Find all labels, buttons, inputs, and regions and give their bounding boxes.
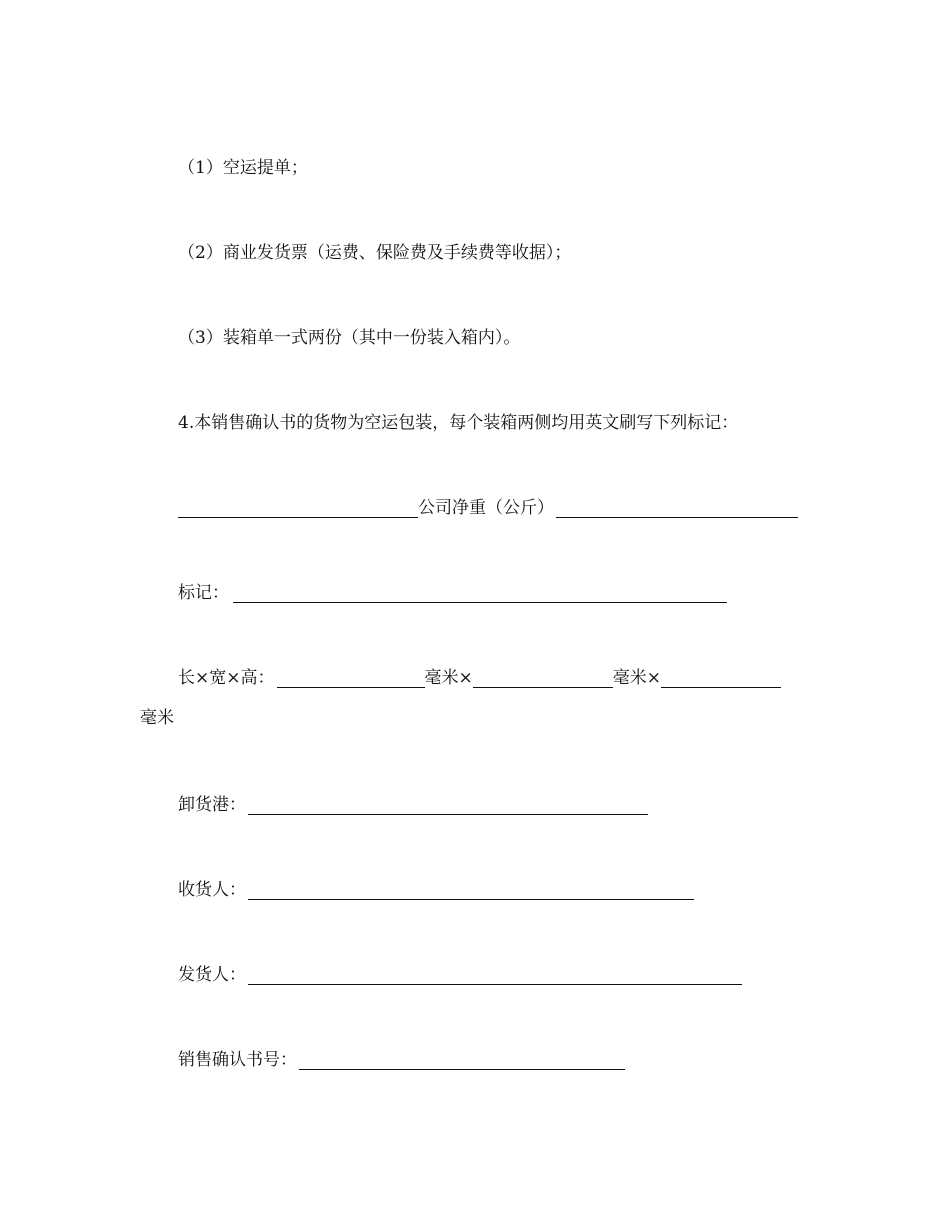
mm-times-1: 毫米× — [424, 668, 473, 688]
row-dimensions — [178, 666, 781, 690]
shipper-label: 发货人： — [178, 965, 246, 985]
port-blank[interactable] — [248, 796, 648, 815]
company-name-blank[interactable] — [178, 499, 418, 518]
clause-4-text: 4.本销售确认书的货物为空运包装，每个装箱两侧均用英文刷写下列标记： — [178, 413, 739, 433]
item-air-waybill — [178, 156, 308, 180]
height-blank[interactable] — [661, 669, 781, 688]
port-label: 卸货港： — [178, 795, 246, 815]
consignee-blank[interactable] — [248, 881, 694, 900]
row-company-net-weight — [178, 496, 798, 520]
contract-no-label: 销售确认书号： — [178, 1050, 297, 1070]
mark-blank[interactable] — [233, 584, 727, 603]
mark-label: 标记： — [178, 583, 229, 603]
row-consignee — [178, 878, 694, 902]
company-net-weight-label: 公司净重（公斤） — [418, 498, 554, 518]
item-packing-list-text: （3）装箱单一式两份（其中一份装入箱内）。 — [178, 328, 521, 348]
shipper-blank[interactable] — [248, 966, 742, 985]
dimensions-label: 长×宽×高： — [178, 668, 275, 688]
length-blank[interactable] — [277, 669, 425, 688]
row-port-of-discharge — [178, 793, 648, 817]
item-packing-list — [178, 326, 520, 350]
row-contract-no — [178, 1048, 625, 1072]
item-air-waybill-text: （1）空运提单； — [178, 158, 308, 178]
mm-last: 毫米 — [140, 708, 174, 728]
row-dimensions-unit — [140, 706, 174, 730]
item-commercial-invoice-text: （2）商业发货票（运费、保险费及手续费等收据）； — [178, 243, 572, 263]
clause-4 — [178, 411, 738, 435]
width-blank[interactable] — [473, 669, 613, 688]
mm-times-2: 毫米× — [612, 668, 661, 688]
contract-no-blank[interactable] — [299, 1051, 625, 1070]
net-weight-blank[interactable] — [556, 499, 798, 518]
row-shipper — [178, 963, 742, 987]
row-mark — [178, 581, 727, 605]
consignee-label: 收货人： — [178, 880, 246, 900]
item-commercial-invoice — [178, 241, 571, 265]
